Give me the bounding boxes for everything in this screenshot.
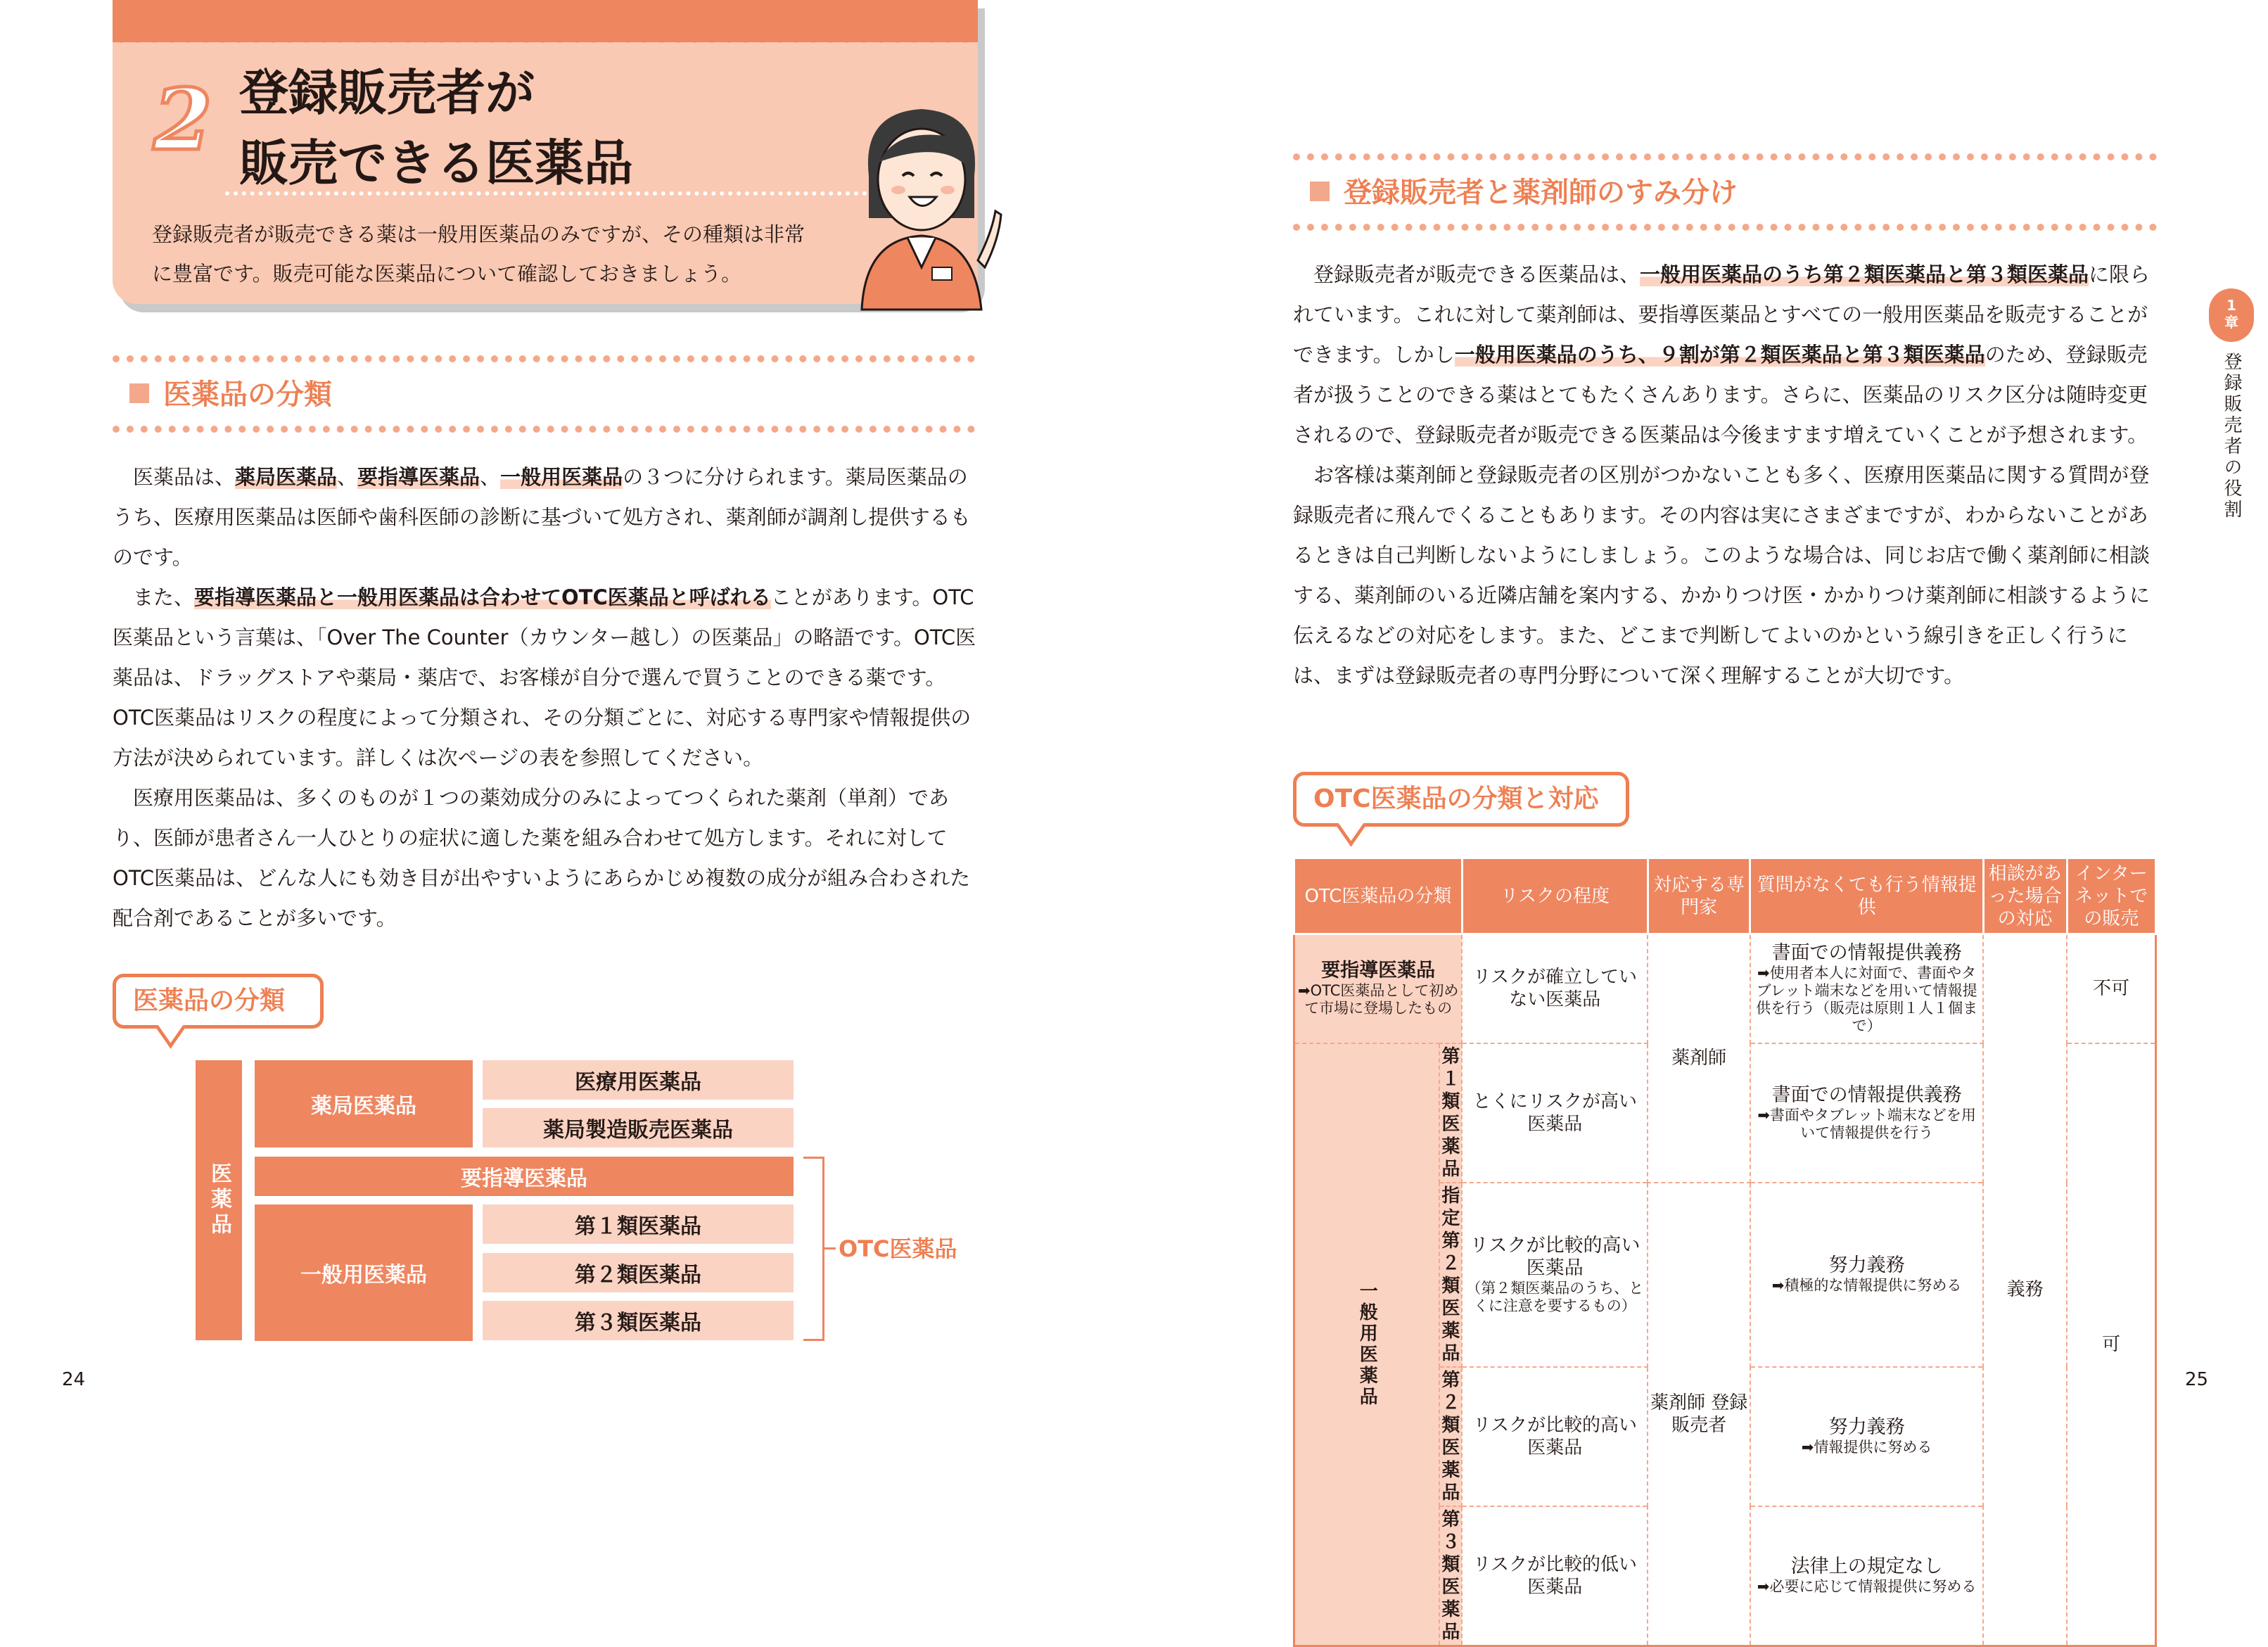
table-cell: 不可 [2067, 934, 2156, 1043]
diagram-guidance-medicine: 要指導医薬品 [255, 1157, 794, 1196]
otc-label: OTC医薬品 [839, 1235, 957, 1262]
table-cell: 第３類医薬品 [1439, 1506, 1462, 1646]
chapter-tab: 1 章 [2209, 288, 2254, 342]
table-header: 対応する専門家 [1648, 858, 1750, 934]
diagram-class1: 第１類医薬品 [483, 1204, 794, 1244]
table-header: インターネットでの販売 [2067, 858, 2156, 934]
paragraph: 登録販売者が販売できる医薬品は、一般用医薬品のうち第２類医薬品と第３類医薬品に限られています。これに対して薬剤師は、要指導医薬品とすべての一般用医薬品を販売することができます。しかし一般用医薬品のうち、９割が第２類医薬品と第３類医薬品のため、登録販売者が扱うことのできる薬はとてもたくさんあります。さらに、医薬品のリスク区分は随時変更されるので、登録販売者が販売できる医薬品は今後ますます増えていくことが予想されます。 [1293, 262, 2151, 447]
page-title: 登録販売者が 販売できる医薬品 [239, 64, 633, 192]
table-cell: リスクが確立していない医薬品 [1462, 934, 1648, 1043]
table-cell: 努力義務 ➡情報提供に努める [1750, 1367, 1983, 1506]
diagram-class3: 第３類医薬品 [483, 1301, 794, 1340]
otc-classification-table [1293, 857, 2157, 1647]
table-cell: リスクが比較的高い医薬品 （第２類医薬品のうち、とくに注意を要するもの） [1462, 1183, 1648, 1367]
table-cell: 法律上の規定なし ➡必要に応じて情報提供に努める [1750, 1506, 1983, 1646]
section-heading-roles: 登録販売者と薬剤師のすみ分け [1293, 153, 2157, 238]
pharmacist-character-illustration [841, 98, 1002, 310]
table-callout: OTC医薬品の分類と対応 [1293, 772, 1629, 827]
table-cell: 義務 [1983, 934, 2067, 1646]
paragraph: 医療用医薬品は、多くのものが１つの薬効成分のみによってつくられた薬剤（単剤）であり、医師が患者さん一人ひとりの症状に適した薬を組み合わせて処方します。それに対してOTC医薬品は、どんな人にも効き目が出やすいようにあらかじめ複数の成分が組み合わされた配合剤であることが多いです。 [113, 786, 971, 930]
diagram-prescription-medicine: 医療用医薬品 [483, 1060, 794, 1100]
table-cell: 指定第２類医薬品 [1439, 1183, 1462, 1367]
title-divider [225, 191, 943, 196]
heading-square-icon [1310, 182, 1330, 201]
roles-body [1293, 255, 2158, 696]
chapter-running-title: 登録販売者の役割 [2221, 352, 2242, 521]
paragraph: お客様は薬剤師と登録販売者の区別がつかないことも多く、医療用医薬品に関する質問が登録販売者に飛んでくることもあります。その内容は実にさまざまですが、わからないことがあるときは自己判断しないようにしましょう。このような場合は、同じお店で働く薬剤師に相談する、薬剤師のいる近隣店舗を案内する、かかりつけ医・かかりつけ薬剤師に相談するように伝えるなどの対応をします。また、どこまで判断してよいのかという線引きを正しく行うには、まずは登録販売者の専門分野について深く理解することが大切です。 [1293, 463, 2151, 687]
table-cell: 第２類医薬品 [1439, 1367, 1462, 1506]
otc-bracket [803, 1157, 824, 1341]
table-cell: 第１類医薬品 [1439, 1043, 1462, 1183]
diagram-pharmacy-made-medicine: 薬局製造販売医薬品 [483, 1108, 794, 1147]
diagram-general-medicine: 一般用医薬品 [255, 1204, 473, 1341]
page-number-right: 25 [2185, 1369, 2209, 1390]
table-header-row [1294, 858, 2156, 934]
table-cell: とくにリスクが高い医薬品 [1462, 1043, 1648, 1183]
diagram-pharmacy-medicine: 薬局医薬品 [255, 1060, 473, 1147]
table-cell: 努力義務 ➡積極的な情報提供に努める [1750, 1183, 1983, 1367]
diagram-root-medicine: 医薬品 [196, 1060, 242, 1340]
paragraph: また、要指導医薬品と一般用医薬品は合わせてOTC医薬品と呼ばれることがあります。OTC医薬品という言葉は、「Over The Counter（カウンター越し）の医薬品」の略語です。OTC医薬品は、ドラッグストアや薬局・薬店で、お客様が自分で選んで買うことのできる薬です。OTC医薬品はリスクの程度によって分類され、その分類ごとに、対応する専門家や情報提供の方法が決められています。詳しくは次ページの表を参照してください。 [113, 585, 976, 770]
table-row [1294, 934, 2156, 1043]
page-number-left: 24 [62, 1369, 86, 1390]
diagram-callout: 医薬品の分類 [113, 974, 324, 1029]
table-cell: 書面での情報提供義務 ➡使用者本人に対面で、書面やタブレット端末などを用いて情報提供を行う（販売は原則１人１個まで） [1750, 934, 1983, 1043]
table-header: 質問がなくても行う情報提供 [1750, 858, 1983, 934]
table-cell: 一般用医薬品 [1294, 1043, 1440, 1646]
title-band [113, 0, 978, 42]
classification-body [113, 457, 985, 939]
heading-square-icon [129, 383, 149, 403]
table-cell: 可 [2067, 1043, 2156, 1646]
table-cell: 薬剤師 [1648, 934, 1750, 1183]
table-header: OTC医薬品の分類 [1294, 858, 1463, 934]
table-header: 相談があった場合の対応 [1983, 858, 2067, 934]
table-cell: リスクが比較的低い医薬品 [1462, 1506, 1648, 1646]
section-number: 2 [153, 70, 212, 170]
diagram-class2: 第２類医薬品 [483, 1253, 794, 1292]
table-header: リスクの程度 [1462, 858, 1648, 934]
title-lead: 登録販売者が販売できる薬は一般用医薬品のみですが、その種類は非常 に豊富です。販売可能な医薬品について確認しておきましょう。 [152, 222, 805, 286]
table-cell: 薬剤師 登録販売者 [1648, 1183, 1750, 1646]
section-heading-classification: 医薬品の分類 [113, 355, 975, 440]
paragraph: 医薬品は、薬局医薬品、要指導医薬品、一般用医薬品の３つに分けられます。薬局医薬品のうち、医療用医薬品は医師や歯科医師の診断に基づいて処方され、薬剤師が調剤し提供するものです。 [113, 465, 971, 569]
table-cell: 書面での情報提供義務 ➡書面やタブレット端末などを用いて情報提供を行う [1750, 1043, 1983, 1183]
table-cell: 要指導医薬品 ➡OTC医薬品として初めて市場に登場したもの [1294, 934, 1463, 1043]
table-cell: リスクが比較的高い医薬品 [1462, 1367, 1648, 1506]
